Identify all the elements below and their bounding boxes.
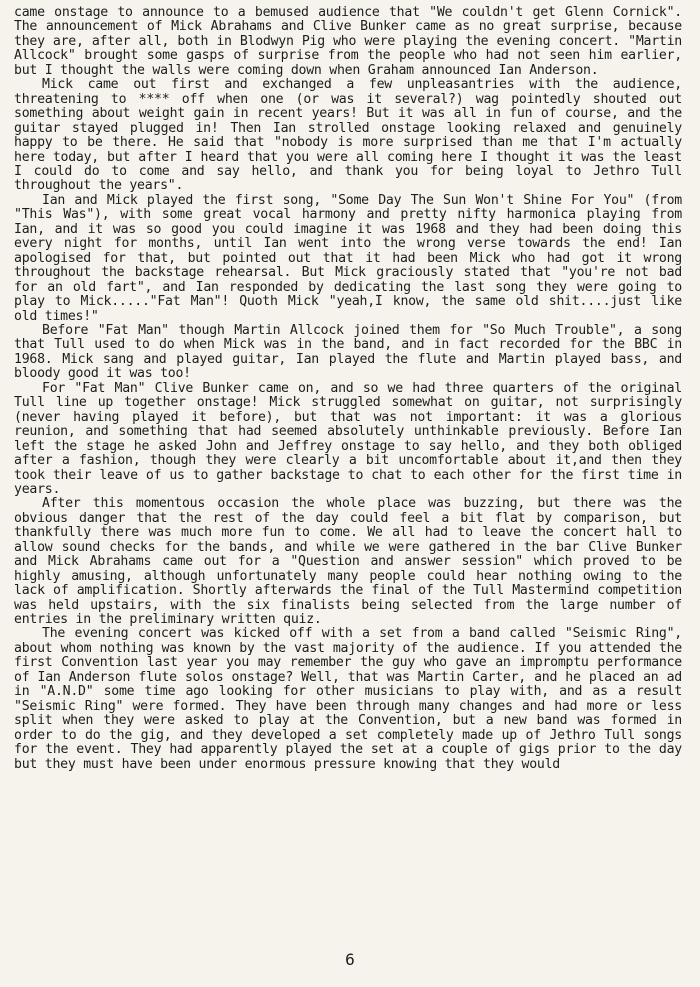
article-body bbox=[14, 6, 682, 772]
paragraph-2: Mick came out first and exchanged a few unpleasantries with the audience, threatening to **** off when one (or was it several?) wag pointedly shouted out something about weight gain in recent years! But it was all in fun of course, and the guitar stayed plugged in! Then Ian strolled onstage looking relaxed and genuinely happy to be there. He said that "nobody is more surprised than me that I'm actually here today, but after I heard that you were all coming here I thought it was the least I could do to come and say hello, and thank you for being loyal to Jethro Tull throughout the years". bbox=[14, 77, 682, 194]
paragraph-3: Ian and Mick played the first song, "Some Day The Sun Won't Shine For You" (from "This Was"), with some great vocal harmony and pretty nifty harmonica playing from Ian, and it was so good you could imagine it was 1968 and they had been doing this every night for months, until Ian went into the wrong verse towards the end! Ian apologised for that, but pointed out that it had been Mick who had got it wrong throughout the backstage rehearsal. But Mick graciously stated that "you're not bad for an old fart", and Ian responded by dedicating the last song they were going to play to Mick....."Fat Man"! Quoth Mick "yeah,I know, the same old shit....just like old times!" bbox=[14, 192, 682, 324]
paragraph-5: For "Fat Man" Clive Bunker came on, and so we had three quarters of the original Tull line up together onstage! Mick struggled somewhat on guitar, not surprisingly (never having played it before), but that was not important: it was a glorious reunion, and something that had seemed absolutely unthinkable previously. Before Ian left the stage he asked John and Jeffrey onstage to say hello, and they both obliged after a fashion, though they were clearly a bit uncomfortable about it,and then they took their leave of us to gather backstage to chat to each other for the first time in years. bbox=[14, 380, 682, 497]
paragraph-1: came onstage to announce to a bemused audience that "We couldn't get Glenn Cornick". The announcement of Mick Abrahams and Clive Bunker came as no great surprise, because they are, after all, both in Blodwyn Pig who were playing the evening concert. "Martin Allcock" brought some gasps of surprise from the people who had not seen him earlier, but I thought the walls were coming down when Graham announced Ian Anderson. bbox=[14, 5, 682, 78]
paragraph-6: After this momentous occasion the whole place was buzzing, but there was the obvious danger that the rest of the day could feel a bit flat by comparison, but thankfully there was much more fun to come. We all had to leave the concert hall to allow sound checks for the bands, and while we were gathered in the bar Clive Bunker and Mick Abrahams came out for a "Question and answer session" which proved to be highly amusing, although unfortunately many people could hear nothing owing to the lack of amplification. Shortly afterwards the final of the Tull Mastermind competition was held upstairs, with the six finalists being selected from the large number of entries in the preliminary written quiz. bbox=[14, 496, 682, 628]
paragraph-4: Before "Fat Man" though Martin Allcock joined them for "So Much Trouble", a song that Tull used to do when Mick was in the band, and in fact recorded for the BBC in 1968. Mick sang and played guitar, Ian played the flute and Martin played bass, and bloody good it was too! bbox=[14, 322, 682, 382]
page-number: 6 bbox=[345, 950, 355, 969]
paragraph-7: The evening concert was kicked off with a set from a band called "Seismic Ring", about whom nothing was known by the vast majority of the audience. If you attended the first Convention last year you may remember the guy who gave an impromptu performance of Ian Anderson flute solos onstage? Well, that was Martin Carter, and he placed an ad in "A.N.D" some time ago looking for other musicians to play with, and as a result "Seismic Ring" were formed. They have been through many changes and had more or less split when they were asked to play at the Convention, but a new band was formed in order to do the gig, and they developed a set completely made up of Jethro Tull songs for the event. They had apparently played the set at a couple of gigs prior to the day but they must have been under enormous pressure knowing that they would bbox=[14, 626, 682, 772]
